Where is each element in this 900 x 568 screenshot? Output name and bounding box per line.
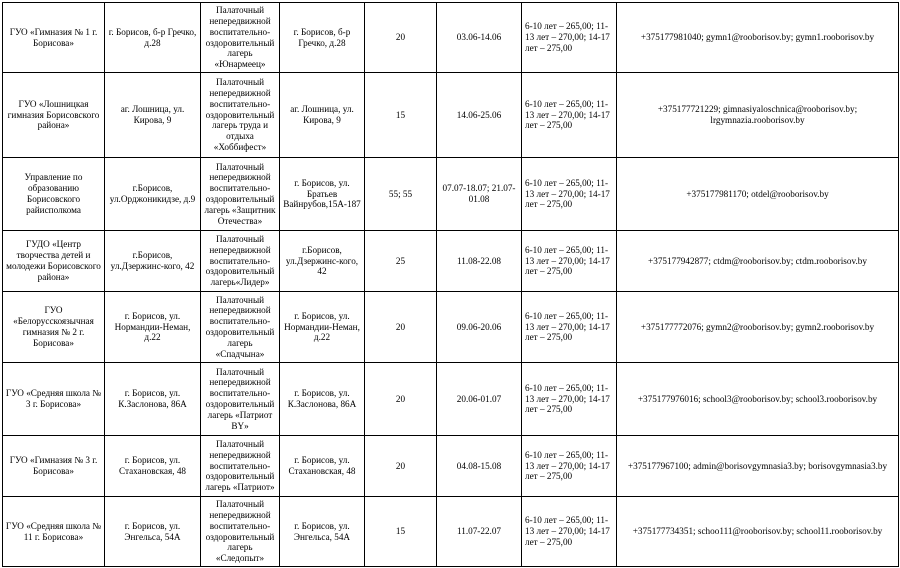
cost-cell: 6-10 лет – 265,00; 11-13 лет – 270,00; 14-17 лет – 275,00 [522, 73, 617, 158]
contacts-cell: +375177942877; ctdm@rooborisov.by; ctdm.rooborisov.by [617, 231, 899, 292]
cost-cell: 6-10 лет – 265,00; 11-13 лет – 270,00; 14-17 лет – 275,00 [522, 292, 617, 363]
camp-location-cell: г. Борисов, ул. Нормандии-Неман, д.22 [280, 292, 365, 363]
places-cell: 15 [365, 73, 437, 158]
table-row [3, 292, 899, 363]
organization-cell: ГУО «Белорусскоязычная гимназия № 2 г. Борисова» [3, 292, 105, 363]
dates-cell: 14.06-25.06 [437, 73, 522, 158]
camp-name-cell: Палаточный непередвижной воспитательно-оздоровительный лагерь «Защитник Отечества» [201, 158, 280, 231]
places-cell: 15 [365, 497, 437, 567]
table-row [3, 3, 899, 73]
organization-cell: ГУО «Средняя школа № 11 г. Борисова» [3, 497, 105, 567]
dates-cell: 09.06-20.06 [437, 292, 522, 363]
places-cell: 20 [365, 363, 437, 436]
camp-name-cell: Палаточный непередвижной воспитательно-оздоровительный лагерь «Патриот BY» [201, 363, 280, 436]
cost-cell: 6-10 лет – 265,00; 11-13 лет – 270,00; 14-17 лет – 275,00 [522, 363, 617, 436]
dates-cell: 11.08-22.08 [437, 231, 522, 292]
contacts-cell: +375177981170; otdel@rooborisov.by [617, 158, 899, 231]
places-cell: 25 [365, 231, 437, 292]
camp-name-cell: Палаточный непередвижной воспитательно-оздоровительный лагерь «Спадчына» [201, 292, 280, 363]
table-row [3, 158, 899, 231]
camp-name-cell: Палаточный непередвижной воспитательно-оздоровительный лагерь «Следопыт» [201, 497, 280, 567]
table-row [3, 363, 899, 436]
organization-cell: ГУО «Гимназия № 1 г. Борисова» [3, 3, 105, 73]
cost-cell: 6-10 лет – 265,00; 11-13 лет – 270,00; 14-17 лет – 275,00 [522, 231, 617, 292]
cost-cell: 6-10 лет – 265,00; 11-13 лет – 270,00; 14-17 лет – 275,00 [522, 3, 617, 73]
table-row [3, 436, 899, 497]
organization-cell: ГУО «Лошницкая гимназия Борисовского района» [3, 73, 105, 158]
table-row [3, 73, 899, 158]
camp-location-cell: г. Борисов, ул. Стахановская, 48 [280, 436, 365, 497]
organization-cell: Управление по образованию Борисовского райисполкома [3, 158, 105, 231]
contacts-cell: +375177967100; admin@borisovgymnasia3.by; borisovgymnasia3.by [617, 436, 899, 497]
camp-location-cell: аг. Лошница, ул. Кирова, 9 [280, 73, 365, 158]
camp-name-cell: Палаточный непередвижной воспитательно-оздоровительный лагерь «Патриот» [201, 436, 280, 497]
dates-cell: 11.07-22.07 [437, 497, 522, 567]
address-cell: г.Борисов, ул.Дзержинс-кого, 42 [105, 231, 201, 292]
camp-location-cell: г. Борисов, ул. К.Заслонова, 86А [280, 363, 365, 436]
places-cell: 20 [365, 292, 437, 363]
camp-location-cell: г. Борисов, б-р Гречко, д.28 [280, 3, 365, 73]
address-cell: г. Борисов, ул. Энгельса, 54А [105, 497, 201, 567]
cost-cell: 6-10 лет – 265,00; 11-13 лет – 270,00; 14-17 лет – 275,00 [522, 158, 617, 231]
address-cell: аг. Лошница, ул. Кирова, 9 [105, 73, 201, 158]
dates-cell: 20.06-01.07 [437, 363, 522, 436]
address-cell: г.Борисов, ул.Орджоникидзе, д.9 [105, 158, 201, 231]
cost-cell: 6-10 лет – 265,00; 11-13 лет – 270,00; 14-17 лет – 275,00 [522, 436, 617, 497]
contacts-cell: +375177981040; gymn1@rooborisov.by; gymn1.rooborisov.by [617, 3, 899, 73]
table-row [3, 231, 899, 292]
places-cell: 55; 55 [365, 158, 437, 231]
contacts-cell: +375177976016; school3@rooborisov.by; school3.rooborisov.by [617, 363, 899, 436]
camp-location-cell: г. Борисов, ул. Энгельса, 54А [280, 497, 365, 567]
camp-name-cell: Палаточный непередвижной воспитательно-оздоровительный лагерь«Лидер» [201, 231, 280, 292]
organization-cell: ГУО «Средняя школа № 3 г. Борисова» [3, 363, 105, 436]
address-cell: г. Борисов, ул. Стахановская, 48 [105, 436, 201, 497]
organization-cell: ГУДО «Центр творчества детей и молодежи Борисовского района» [3, 231, 105, 292]
cost-cell: 6-10 лет – 265,00; 11-13 лет – 270,00; 14-17 лет – 275,00 [522, 497, 617, 567]
address-cell: г. Борисов, ул. Нормандии-Неман, д.22 [105, 292, 201, 363]
dates-cell: 07.07-18.07; 21.07-01.08 [437, 158, 522, 231]
camp-location-cell: г.Борисов, ул.Дзержинс-кого, 42 [280, 231, 365, 292]
dates-cell: 04.08-15.08 [437, 436, 522, 497]
places-cell: 20 [365, 436, 437, 497]
camp-location-cell: г. Борисов, ул. Братьев Вайнрубов,15А-187 [280, 158, 365, 231]
dates-cell: 03.06-14.06 [437, 3, 522, 73]
contacts-cell: +375177772076; gymn2@rooborisov.by; gymn2.rooborisov.by [617, 292, 899, 363]
camp-name-cell: Палаточный непередвижной воспитательно-оздоровительный лагерь труда и отдыха «Хоббифест» [201, 73, 280, 158]
camps-table [2, 2, 899, 567]
address-cell: г. Борисов, ул. К.Заслонова, 86А [105, 363, 201, 436]
organization-cell: ГУО «Гимназия № 3 г. Борисова» [3, 436, 105, 497]
table-row [3, 497, 899, 567]
contacts-cell: +375177721229; gimnasiyaloschnica@rooborisov.by; lrgymnazia.rooborisov.by [617, 73, 899, 158]
camp-name-cell: Палаточный непередвижной воспитательно-оздоровительный лагерь «Юнармеец» [201, 3, 280, 73]
contacts-cell: +375177734351; schoo111@rooborisov.by; school11.rooborisov.by [617, 497, 899, 567]
address-cell: г. Борисов, б-р Гречко, д.28 [105, 3, 201, 73]
places-cell: 20 [365, 3, 437, 73]
